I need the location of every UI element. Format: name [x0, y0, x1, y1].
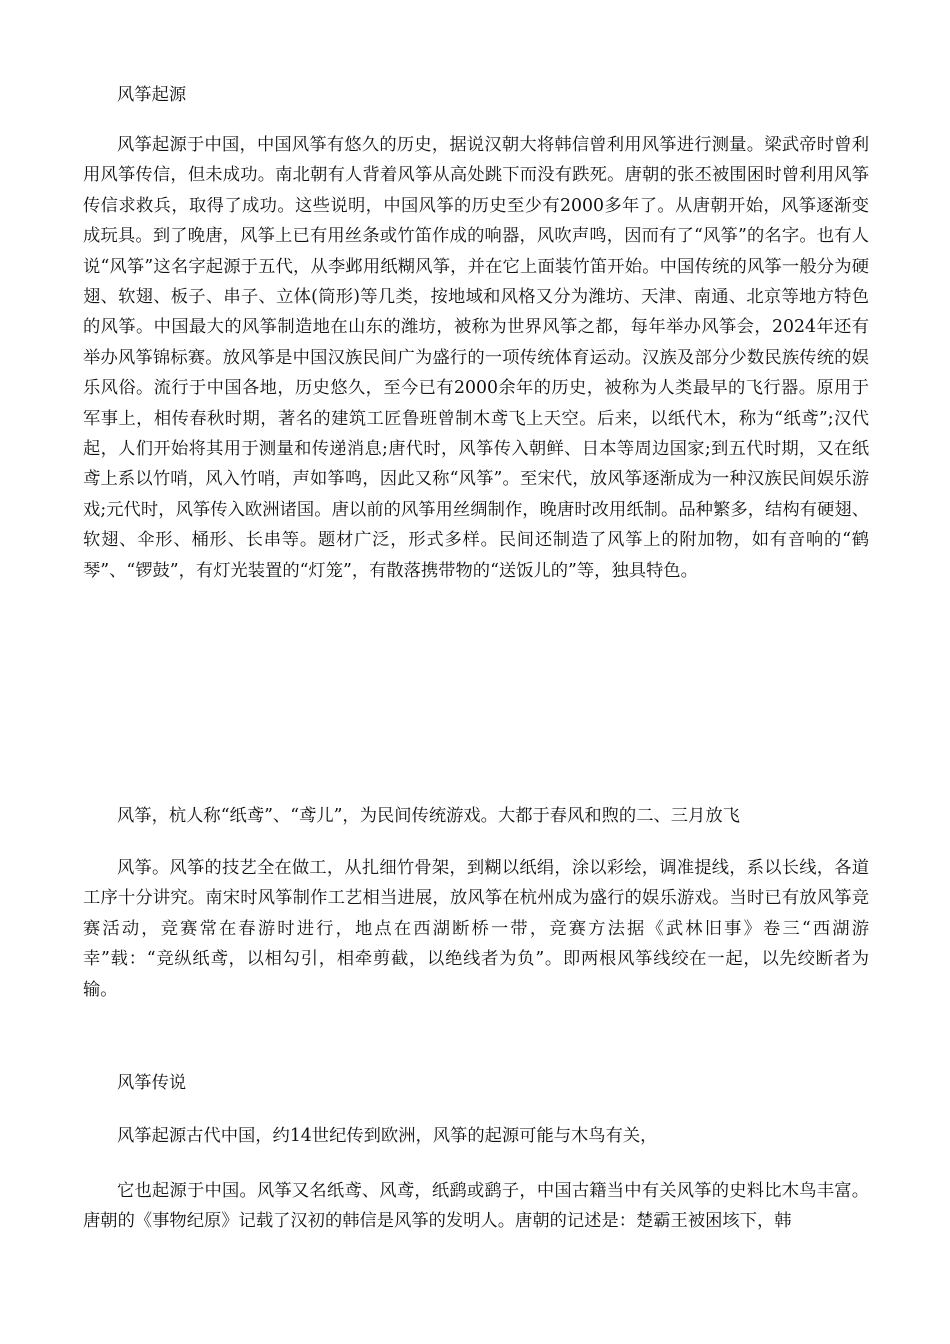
paragraph-hangzhou-intro: 风筝，杭人称“纸鸢”、“鸢儿”，为民间传统游戏。大都于春风和煦的二、三月放飞	[117, 806, 740, 826]
section-heading-origin: 风筝起源	[117, 85, 187, 105]
paragraph-kite-legend: 它也起源于中国。风筝又名纸鸢、风鸢，纸鹞或鹞子，中国古籍当中有关风筝的史料比木鸟丰富。唐朝的《事物纪原》记载了汉初的韩信是风筝的发明人。唐朝的记述是：楚霸王被困垓下，韩	[83, 1181, 869, 1232]
paragraph-hangzhou-kites: 风筝。风筝的技艺全在做工，从扎细竹骨架，到糊以纸绢，涂以彩绘，调准提线，系以长线，各道工序十分讲究。南宋时风筝制作工艺相当进展，放风筝在杭州成为盛行的娱乐游戏。当时已有放风筝竞赛活动，竞赛常在春游时进行，地点在西湖断桥一带，竞赛方法据《武林旧事》卷三“西湖游幸”载：“竞纵纸鸢，以相勾引，相牵剪截，以绝线者为负”。即两根风筝线绞在一起，以先绞断者为输。	[83, 858, 869, 1000]
paragraph-legend-intro: 风筝起源古代中国，约14世纪传到欧洲，风筝的起源可能与木鸟有关，	[117, 1126, 658, 1146]
section-heading-legend: 风筝传说	[117, 1073, 187, 1093]
paragraph-kite-origin: 风筝起源于中国，中国风筝有悠久的历史，据说汉朝大将韩信曾利用风筝进行测量。梁武帝时曾利用风筝传信，但未成功。南北朝有人背着风筝从高处跳下而没有跌死。唐朝的张丕被围困时曾利用风筝传信求救兵，取得了成功。这些说明，中国风筝的历史至少有2000多年了。从唐朝开始，风筝逐渐变成玩具。到了晚唐，风筝上已有用丝条或竹笛作成的响器，风吹声鸣，因而有了“风筝”的名字。也有人说“风筝”这名字起源于五代，从李邺用纸糊风筝，并在它上面装竹笛开始。中国传统的风筝一般分为硬翅、软翅、板子、串子、立体(筒形)等几类，按地域和风格又分为潍坊、天津、南通、北京等地方特色的风筝。中国最大的风筝制造地在山东的潍坊，被称为世界风筝之都，每年举办风筝会，2024年还有举办风筝锦标赛。放风筝是中国汉族民间广为盛行的一项传统体育运动。汉族及部分少数民族传统的娱乐风俗。流行于中国各地，历史悠久，至今已有2000余年的历史，被称为人类最早的飞行器。原用于军事上，相传春秋时期，著名的建筑工匠鲁班曾制木鸢飞上天空。后来，以纸代木，称为“纸鸢”;汉代起，人们开始将其用于测量和传递消息;唐代时，风筝传入朝鲜、日本等周边国家;到五代时期，又在纸鸢上系以竹哨，风入竹哨，声如筝鸣，因此又称“风筝”。至宋代，放风筝逐渐成为一种汉族民间娱乐游戏;元代时，风筝传入欧洲诸国。唐以前的风筝用丝绸制作，晚唐时改用纸制。品种繁多，结构有硬翅、软翅、伞形、桶形、长串等。题材广泛，形式多样。民间还制造了风筝上的附加物，如有音响的“鹤琴”、“锣鼓”，有灯光装置的“灯笼”，有散落携带物的“送饭儿的”等，独具特色。	[83, 135, 869, 581]
